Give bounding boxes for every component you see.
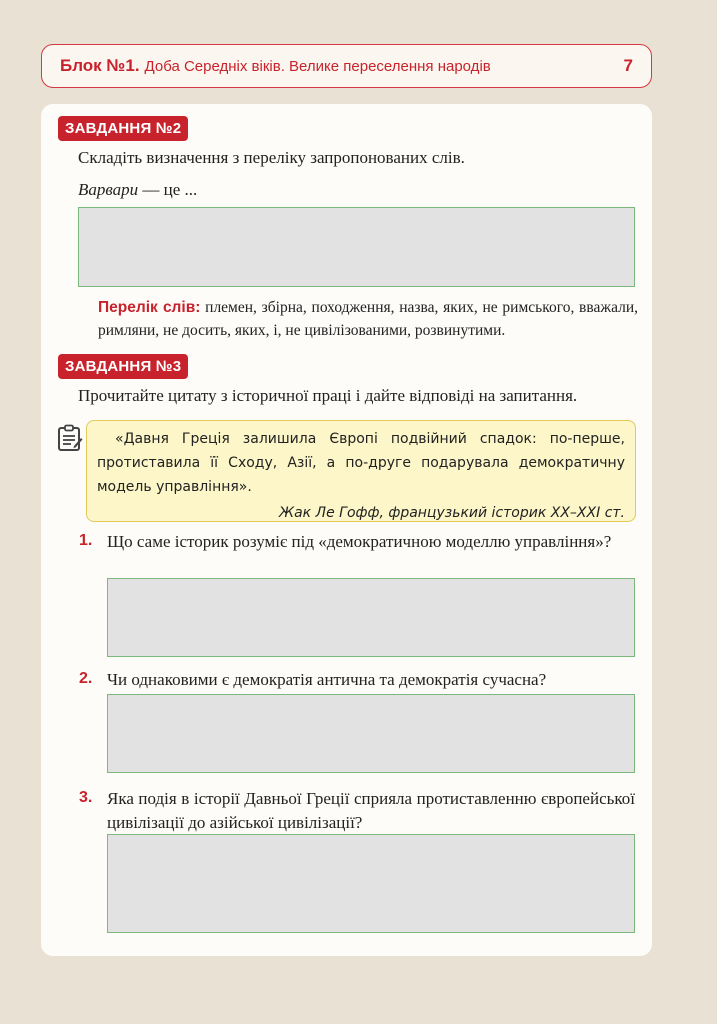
task-3-instruction: Прочитайте цитату з історичної праці і дайте відповіді на запитання. — [78, 386, 578, 405]
quote-box — [86, 420, 636, 522]
task-2-instruction: Складіть визначення з переліку запропонованих слів. — [78, 148, 465, 167]
task-2-answer-field[interactable] — [78, 207, 635, 287]
term: Варвари — [78, 180, 139, 199]
page-number: 7 — [623, 56, 633, 75]
quote-text: «Давня Греція залишила Європі подвійний спадок: по-перше, протиставила її Сходу, Азії, а по-друге подарувала демократичну модель управління». — [97, 431, 625, 495]
word-list-items: племен, збірна, походження, назва, яких, не римського, вважали, римляни, не досить, яких, і, не цивілізованими, розвинутими. — [98, 299, 639, 339]
question-2-number: 2. — [79, 670, 93, 687]
question-3-text: Яка подія в історії Давньої Греції сприяла протиставленню європейської цивілізації до азійської цивілізації? — [107, 789, 635, 832]
question-1-answer-field[interactable] — [107, 578, 635, 657]
quote-author: Жак Ле Гофф, французький історик XX–XXI ст. — [278, 505, 625, 521]
header-title: Доба Середніх віків. Велике переселення народів — [144, 57, 491, 75]
question-2-text: Чи однаковими є демократія антична та демократія сучасна? — [107, 670, 547, 689]
question-1-number: 1. — [79, 532, 93, 549]
question-3-answer-field[interactable] — [107, 834, 635, 933]
task-2-term-line — [78, 178, 197, 202]
question-1-text: Що саме історик розуміє під «демократичною моделлю управління»? — [107, 532, 612, 551]
page-header — [41, 44, 652, 88]
notepad-icon — [57, 424, 83, 452]
question-2-answer-field[interactable] — [107, 694, 635, 773]
term-suffix: — це ... — [138, 180, 198, 199]
header-block-label: Блок №1. — [60, 56, 140, 75]
question-3-number: 3. — [79, 789, 93, 806]
task-2-badge: ЗАВДАННЯ №2 — [58, 116, 188, 141]
word-list — [98, 296, 638, 342]
task-3-badge: ЗАВДАННЯ №3 — [58, 354, 188, 379]
word-list-label: Перелік слів: — [98, 299, 201, 316]
